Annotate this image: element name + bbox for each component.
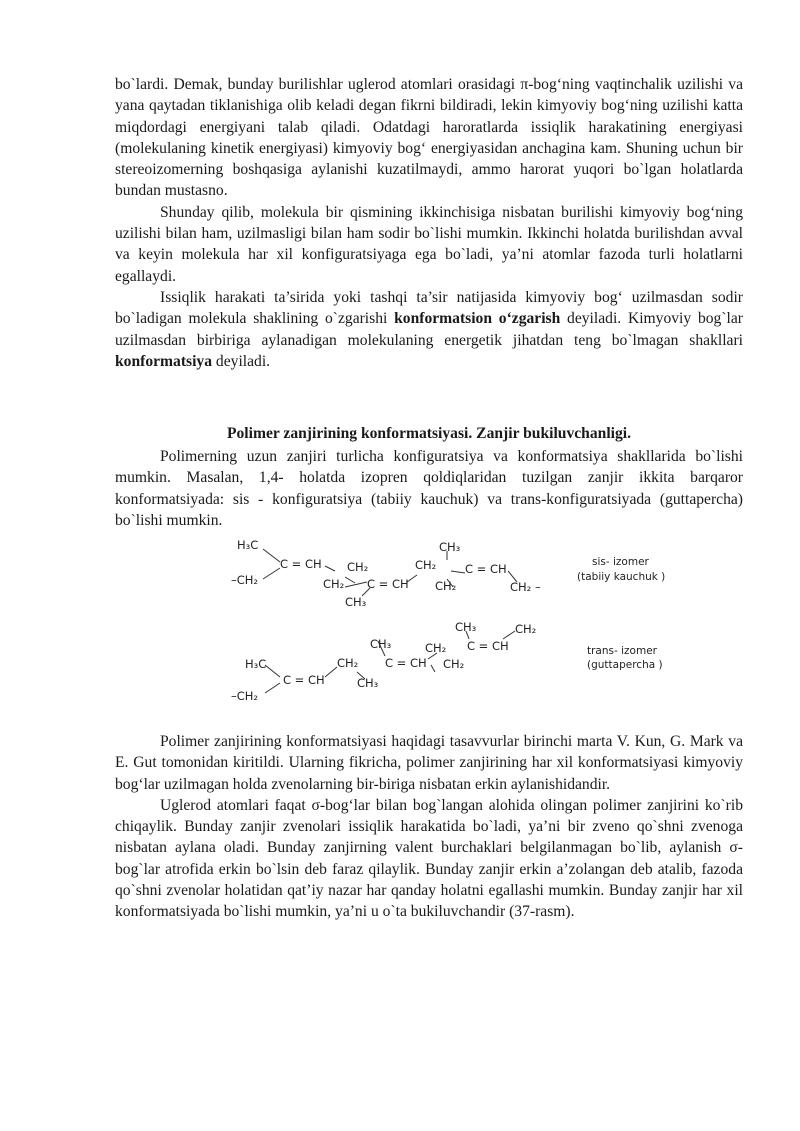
paragraph-polymer-chain: Polimerning uzun zanjiri turlicha konfiguratsiya va konformatsiya shakllarida bo`lishi mumkin. Masalan, 1,4- holatda izopren qoldiqlaridan tuzilgan zanjir ikkita barqaror konformatsiyada: sis - konfiguratsiya (tabiiy kauchuk) va trans-konfiguratsiyada (guttapercha) bo`lishi mumkin.	[115, 448, 743, 529]
trans-ch2-mid: CH₂	[337, 656, 359, 670]
para3-text-3: deyiladi.	[212, 352, 271, 370]
cis-h3c: H₃C	[237, 538, 259, 552]
paragraph-free-chain: Uglerod atomlari faqat σ-bog‘lar bilan bog`langan alohida olingan polimer zanjirini ko`rib chiqaylik. Bunday zanjir zvenolari issiqlik harakatida bo`ladi, ya’ni bir zveno qo`shni zvenoga nisbatan aylana oladi. Bunday zanjirning valent burchaklari belgilanmagan bo`lib, aylanish σ-bog`lar atrofida erkin bo`lsin deb faraz qilaylik. Bunday zanjir erkin a’zolangan deb atalib, fazoda qo`shni zvenolar holatidan qat’iy nazar har qanday holatni egallashi mumkin. Bunday zanjir har xil konformatsiyada bo`lishi mumkin, ya’ni u o`ta bukiluvchandir (37-rasm).	[115, 796, 743, 921]
cis-ch2-d: CH₂	[435, 579, 457, 593]
trans-h3c: H₃C	[245, 657, 267, 671]
isomer-figure	[225, 535, 695, 705]
trans-ch2-right: CH₂	[515, 622, 537, 636]
trans-label: trans- izomer	[587, 645, 657, 657]
cis-ch2-left: –CH₂	[231, 573, 259, 587]
trans-ch3-low: CH₃	[357, 676, 379, 690]
cis-ch2-b: CH₂	[323, 577, 345, 591]
trans-c-eq-ch-mid: C = CH	[385, 656, 427, 670]
paragraph-conformation-definition	[115, 287, 743, 372]
trans-ch3-top: CH₃	[455, 620, 477, 634]
para3-text-2: deyiladi. Kimyoviy bog`lar uzilmasdan birbiriga aylanadigan molekulaning energetik jihatdan teng bo`lmagan shakllari	[115, 310, 743, 349]
trans-ch3-mid: CH₃	[370, 637, 392, 651]
isomer-diagram	[225, 535, 695, 705]
term-conformation: konformatsiya	[115, 352, 213, 370]
middle-text-block	[115, 446, 743, 531]
section-heading: Polimer zanjirining konformatsiyasi. Zanjir bukiluvchanligi.	[226, 425, 632, 442]
trans-ch2-c: CH₂	[443, 657, 465, 671]
cis-label: sis- izomer	[592, 556, 649, 568]
cis-ch2-c: CH₂	[415, 558, 437, 572]
trans-c-eq-ch-top: C = CH	[467, 639, 509, 653]
cis-c-eq-ch-1: C = CH	[280, 557, 322, 571]
top-text-block	[115, 74, 743, 372]
cis-ch2-end: CH₂ –	[510, 580, 541, 594]
term-conformational-change: konformatsion o‘zgarish	[394, 310, 561, 328]
trans-ch2-top: CH₂	[425, 641, 447, 655]
paragraph-continuation: bo`lardi. Demak, bunday burilishlar uglerod atomlari orasidagi π-bog‘ning vaqtinchalik uzilishi va yana qaytadan tiklanishiga olib keladi degan fikrni bildiradi, lekin kimyoviy bog‘ning uzilishi katta miqdordagi energiyani talab qiladi. Odatdagi haroratlarda issiqlik harakatining energiyasi (molekulaning kinetik energiyasi) kimyoviy bog‘ energiyasidan anchagina kam. Shuning uchun bir stereoizomerning boshqasiga aylanishi kuzatilmaydi, ammo harorat yuqori bo`lgan holatlarda bundan mustasno.	[115, 76, 743, 200]
trans-c-eq-ch-low: C = CH	[283, 673, 325, 687]
cis-ch3-top: CH₃	[439, 540, 461, 554]
paragraph-rotation: Shunday qilib, molekula bir qismining ikkinchisiga nisbatan burilishi kimyoviy bog‘ning uzilishi bilan ham, uzilmasligi bilan ham sodir bo`lishi mumkin. Ikkinchi holatda burilishdan avval va keyin molekula har xil konfiguratsiyaga ega bo`ladi, ya’ni atomlar fazoda turli holatlarni egallaydi.	[115, 203, 743, 285]
cis-ch3-bottom: CH₃	[345, 595, 367, 609]
para3-text-1: Issiqlik harakati ta’sirida yoki tashqi ta’sir natijasida kimyoviy bog‘ uzilmasdan sodir bo`ladigan molekula shaklining o`zgarishi	[115, 288, 743, 328]
bottom-text-block	[115, 731, 743, 923]
cis-c-eq-ch-3: C = CH	[465, 562, 507, 576]
paragraph-history: Polimer zanjirining konformatsiyasi haqidagi tasavvurlar birinchi marta V. Kun, G. Mark va E. Gut tomonidan kiritildi. Ularning fikricha, polimer zanjirining har xil konformatsiyasi kimyoviy bog‘lar uzilmagan holda zvenolarning bir-biriga nisbatan erkin aylanishidandir.	[115, 733, 743, 793]
trans-ch2-left: –CH₂	[231, 689, 259, 703]
cis-label-sub: (tabiiy kauchuk )	[577, 571, 666, 583]
trans-label-sub: (guttapercha )	[587, 659, 663, 671]
cis-ch2-a: CH₂	[347, 560, 369, 574]
cis-c-eq-ch-2: C = CH	[367, 577, 409, 591]
